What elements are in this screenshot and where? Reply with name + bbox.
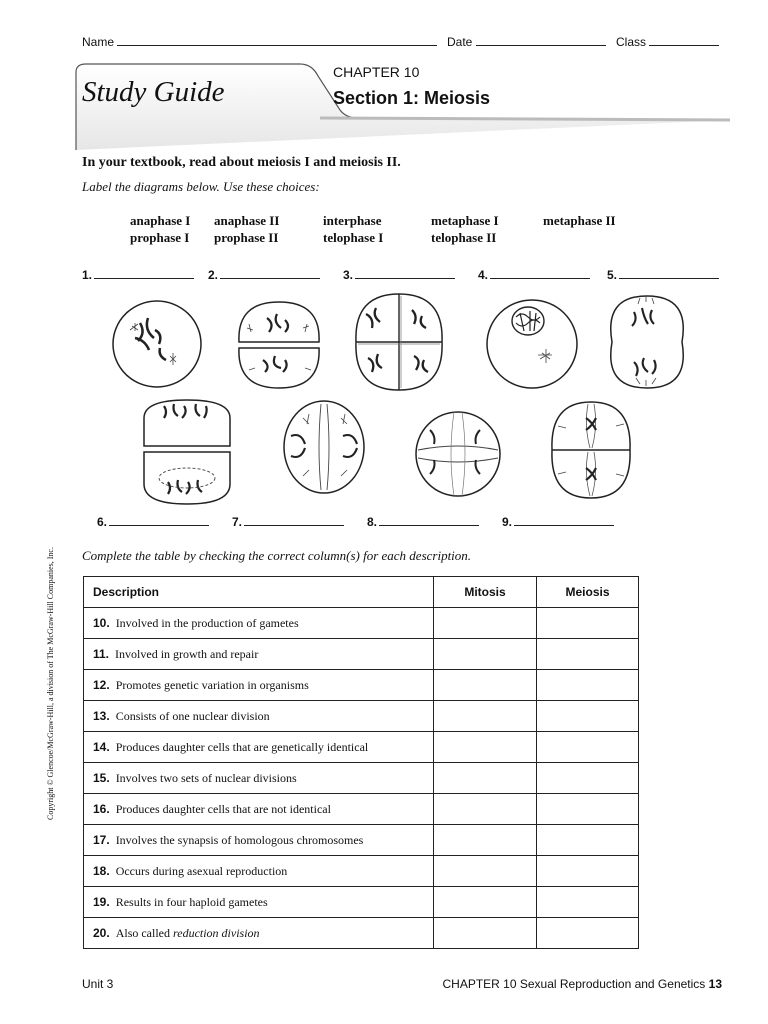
meiosis-check-cell[interactable] [537,856,639,887]
row-number: 17. [93,832,110,847]
name-line[interactable] [117,33,437,46]
mitosis-check-cell[interactable] [434,794,537,825]
row-description [84,732,434,763]
row-description [84,608,434,639]
table-body [84,608,639,949]
row-description [84,701,434,732]
answer-blank-1[interactable]: 1. [82,266,194,282]
row-description [84,670,434,701]
date-field[interactable]: Date [447,33,606,49]
meiosis-check-cell[interactable] [537,608,639,639]
row-number: 14. [93,739,110,754]
table-row [84,887,639,918]
row-text: Also called [115,925,174,940]
table-row [84,856,639,887]
answer-blank-2[interactable]: 2. [208,266,320,282]
footer-unit: Unit 3 [82,977,114,991]
header-description: Description [84,577,434,608]
row-text: Occurs during asexual reproduction [115,863,288,878]
row-number: 16. [93,801,110,816]
table-row [84,732,639,763]
row-description [84,825,434,856]
chapter-label: CHAPTER 10 [333,64,420,80]
row-description [84,856,434,887]
mitosis-check-cell[interactable] [434,670,537,701]
answer-blank-4[interactable]: 4. [478,266,590,282]
meiosis-check-cell[interactable] [537,639,639,670]
answer-line-4[interactable] [490,266,590,279]
choice-anaphase-2: anaphase II [214,213,280,228]
meiosis-check-cell[interactable] [537,794,639,825]
answer-line-7[interactable] [244,513,344,526]
table-row [84,918,639,949]
table-row [84,794,639,825]
diagram-instruction: Label the diagrams below. Use these choices: [82,179,320,194]
answer-line-1[interactable] [94,266,194,279]
row-text: Promotes genetic variation in organisms [115,677,309,692]
row-number: 13. [93,708,110,723]
meiosis-check-cell[interactable] [537,918,639,949]
meiosis-check-cell[interactable] [537,763,639,794]
answer-blank-7[interactable]: 7. [232,513,344,529]
cell-diagram-8 [414,410,502,498]
choice-telophase-1: telophase I [323,230,384,245]
choice-telophase-2: telophase II [431,230,497,245]
row-text: Produces daughter cells that are genetically identical [115,739,369,754]
answer-line-5[interactable] [619,266,719,279]
class-line[interactable] [649,33,719,46]
footer-chapter-text: CHAPTER 10 Sexual Reproduction and Genetics [442,977,706,991]
mitosis-check-cell[interactable] [434,918,537,949]
mitosis-check-cell[interactable] [434,825,537,856]
row-description [84,887,434,918]
row-description [84,794,434,825]
row-number: 19. [93,894,110,909]
table-instruction: Complete the table by checking the correct column(s) for each description. [82,548,472,563]
footer-chapter [442,977,722,991]
mitosis-check-cell[interactable] [434,887,537,918]
row-description [84,639,434,670]
row-number: 15. [93,770,110,785]
answer-blank-6[interactable]: 6. [97,513,209,529]
row-number: 10. [93,615,110,630]
cell-diagram-7 [281,398,367,496]
copyright-notice: Copyright © Glencoe/McGraw-Hill, a division of The McGraw-Hill Companies, Inc. [46,547,55,820]
table-row [84,701,639,732]
date-line[interactable] [476,33,606,46]
answer-blank-8[interactable]: 8. [367,513,479,529]
header-meiosis: Meiosis [537,577,639,608]
row-text: Produces daughter cells that are not identical [115,801,331,816]
meiosis-check-cell[interactable] [537,732,639,763]
study-guide-title: Study Guide [82,76,225,108]
answer-line-9[interactable] [514,513,614,526]
cell-diagram-9 [548,400,634,500]
choice-metaphase-2: metaphase II [543,213,616,228]
choice-prophase-2: prophase II [214,230,279,245]
intro-text: In your textbook, read about meiosis I and meiosis II. [82,155,401,170]
answer-blank-9[interactable]: 9. [502,513,614,529]
cell-diagram-1 [110,298,204,390]
section-title: Section 1: Meiosis [333,88,491,108]
mitosis-check-cell[interactable] [434,856,537,887]
class-field[interactable]: Class [616,33,719,49]
row-text: Consists of one nuclear division [115,708,270,723]
answer-line-3[interactable] [355,266,455,279]
row-text: Involves two sets of nuclear divisions [115,770,297,785]
cell-diagram-2 [233,298,325,392]
mitosis-check-cell[interactable] [434,701,537,732]
mitosis-check-cell[interactable] [434,732,537,763]
meiosis-check-cell[interactable] [537,887,639,918]
row-text: Involves the synapsis of homologous chromosomes [115,832,364,847]
row-number: 11. [93,646,110,661]
answer-blank-3[interactable]: 3. [343,266,455,282]
cell-diagram-6 [140,396,234,508]
choice-interphase: interphase [323,213,382,228]
answer-line-8[interactable] [379,513,479,526]
table-header-row [84,577,639,608]
table-row [84,639,639,670]
cell-diagram-3 [352,292,446,392]
cell-diagram-4 [484,297,580,391]
table-row [84,670,639,701]
table-row [84,763,639,794]
row-number: 12. [93,677,110,692]
row-text: Involved in growth and repair [115,646,259,661]
header-mitosis: Mitosis [434,577,537,608]
table-row [84,825,639,856]
choice-anaphase-1: anaphase I [130,213,191,228]
row-description [84,763,434,794]
row-description [84,918,434,949]
table-row [84,608,639,639]
row-text-italic: reduction division [173,925,260,940]
meiosis-check-cell[interactable] [537,701,639,732]
answer-blank-5[interactable]: 5. [607,266,719,282]
choice-prophase-1: prophase I [130,230,190,245]
meiosis-check-cell[interactable] [537,825,639,856]
choice-metaphase-1: metaphase I [431,213,499,228]
cell-diagram-5 [604,292,690,392]
row-text: Results in four haploid gametes [115,894,268,909]
row-number: 20. [93,925,110,940]
mitosis-check-cell[interactable] [434,608,537,639]
page-number: 13 [708,977,722,991]
mitosis-meiosis-table [83,576,639,949]
answer-line-6[interactable] [109,513,209,526]
mitosis-check-cell[interactable] [434,639,537,670]
mitosis-check-cell[interactable] [434,763,537,794]
row-number: 18. [93,863,110,878]
name-field[interactable]: Name [82,33,437,49]
meiosis-check-cell[interactable] [537,670,639,701]
answer-line-2[interactable] [220,266,320,279]
row-text: Involved in the production of gametes [115,615,299,630]
